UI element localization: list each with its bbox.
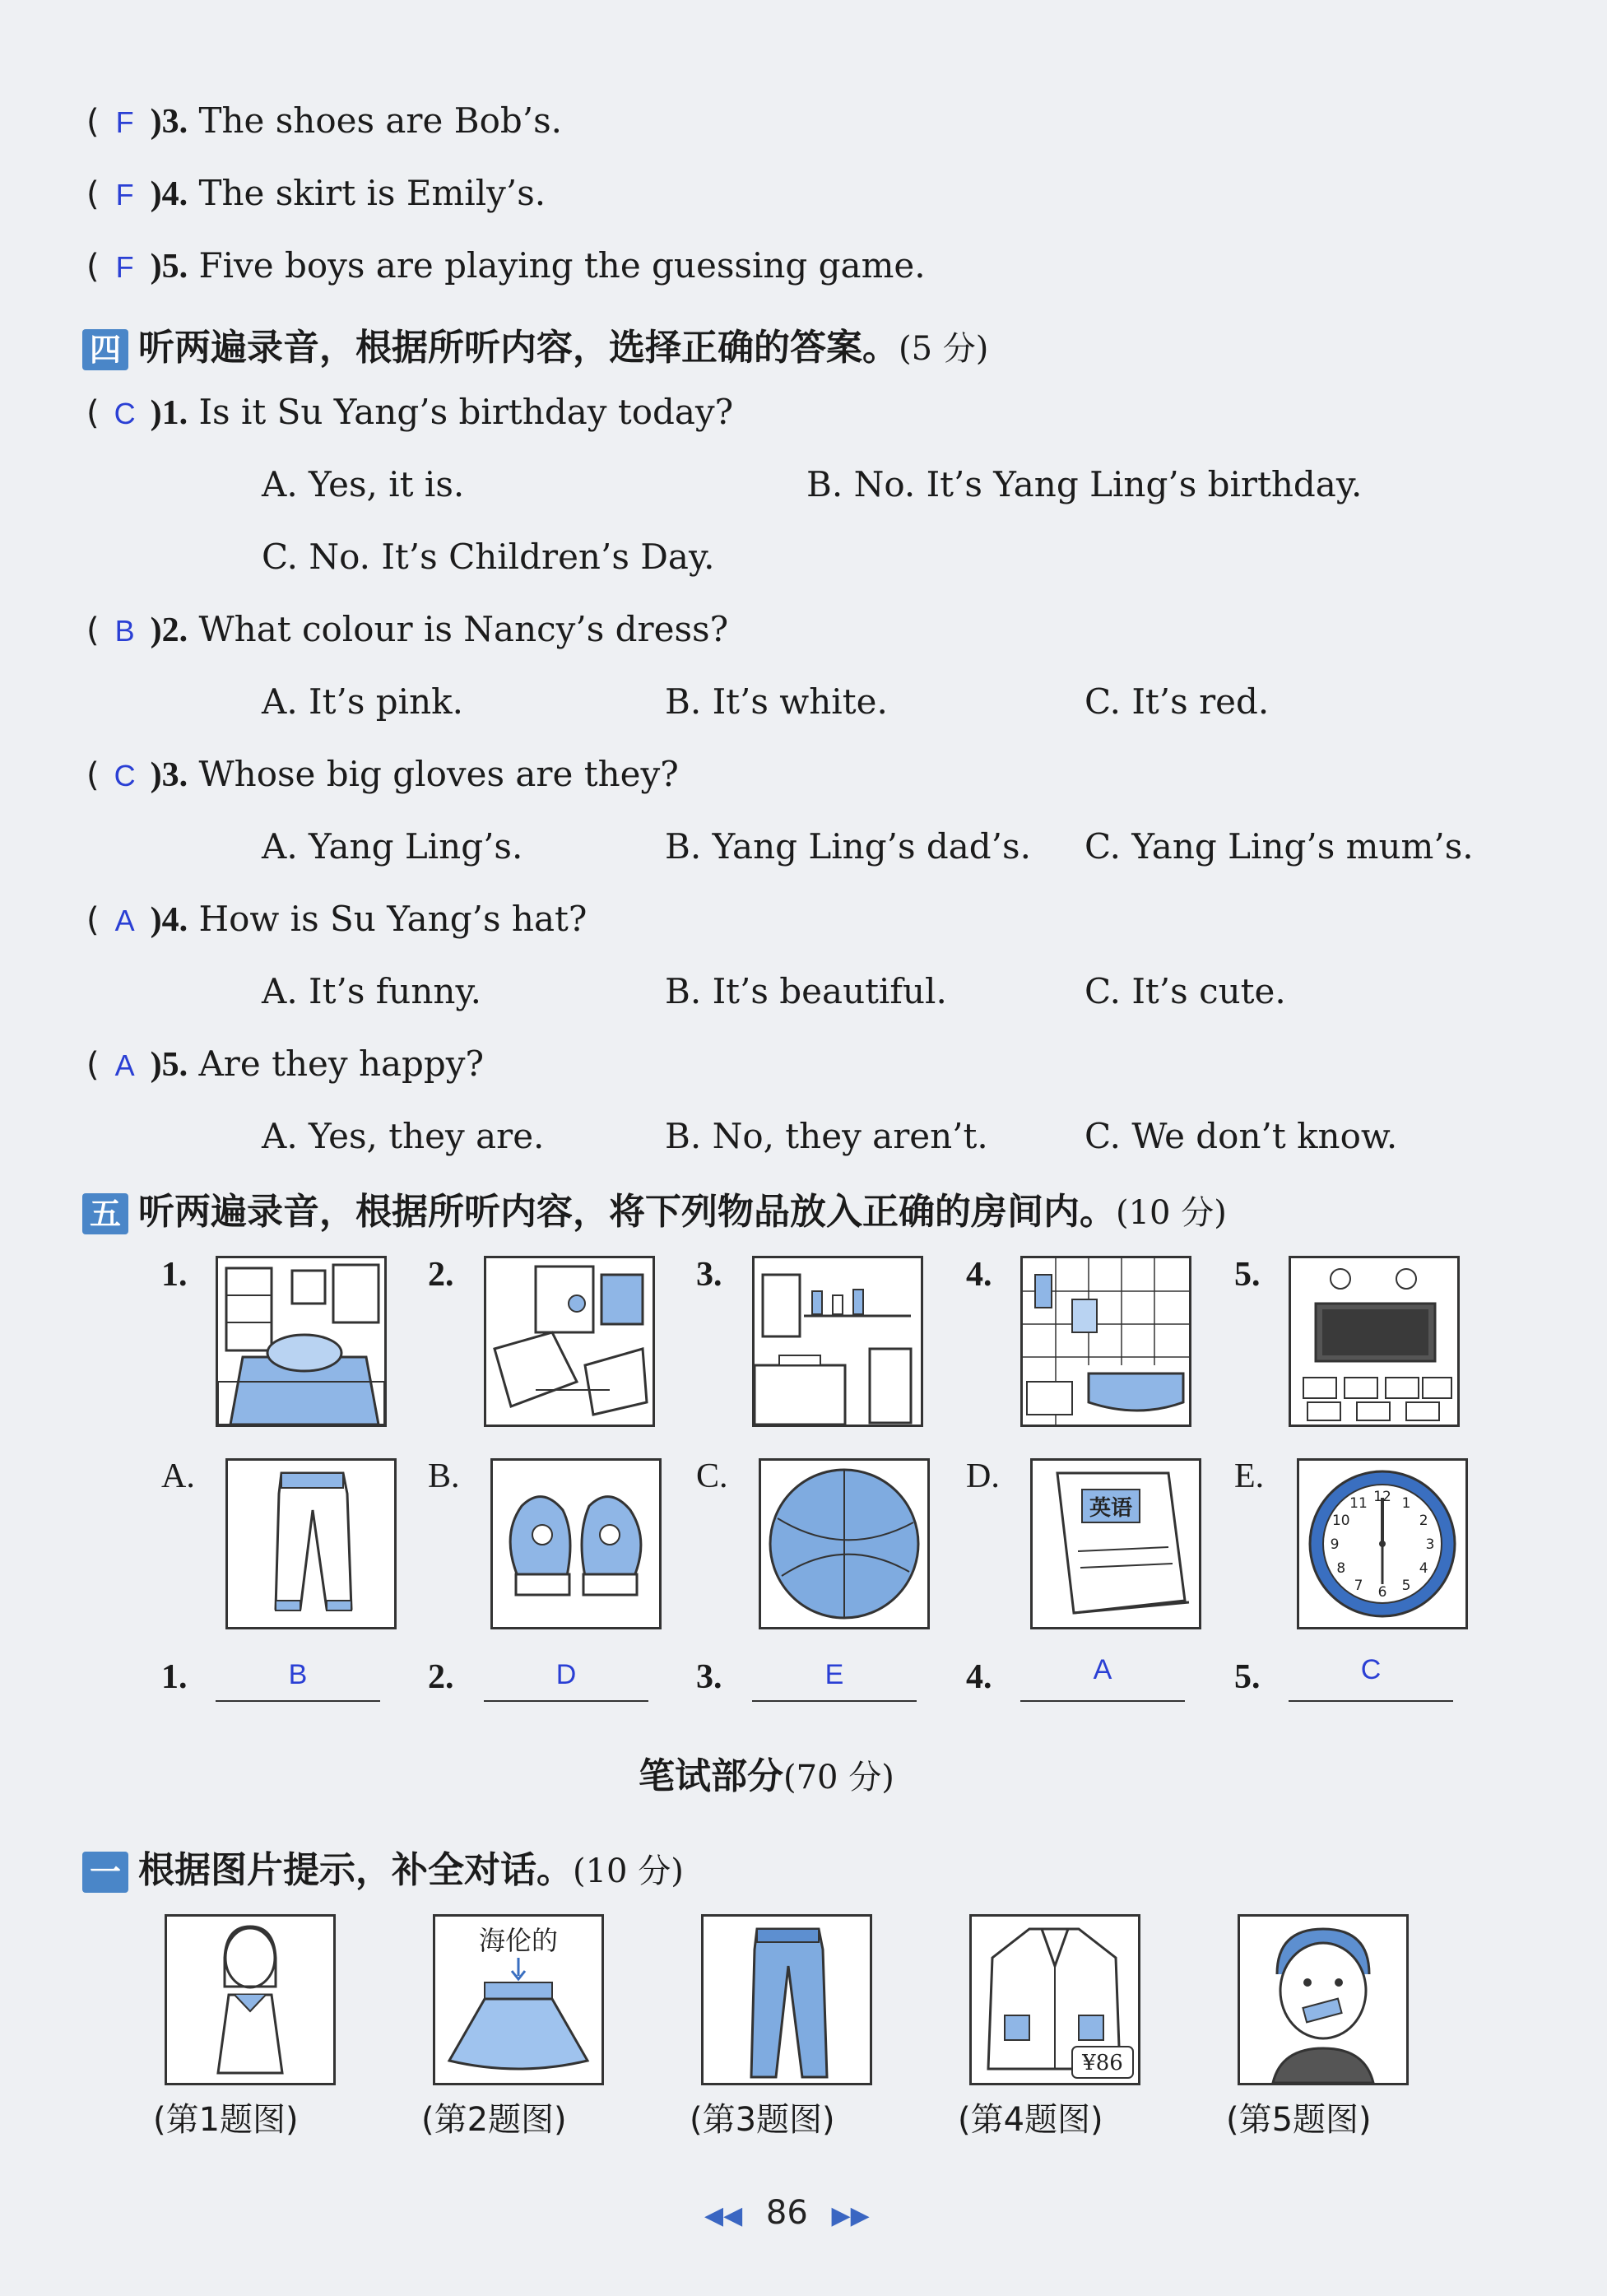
classroom-image [1289,1256,1460,1427]
prev-arrows-icon: ◀◀ [704,2201,743,2230]
clock-numeral: 6 [1377,1584,1387,1601]
option-c: C. It’s cute. [1084,971,1286,1011]
clock-numeral: 12 [1373,1489,1391,1505]
option-a: A. Yang Ling’s. [262,826,523,867]
page-footer [704,2194,870,2232]
next-arrows-icon: ▶▶ [831,2201,870,2230]
section-badge: 一 [82,1852,128,1893]
clock-numeral: 2 [1419,1513,1428,1529]
option-c: C. We don’t know. [1084,1116,1398,1156]
girl-image [165,1914,336,2085]
bathroom-image [1020,1256,1191,1427]
choice-question-3: ( C )3. Whose big gloves are they? [86,754,679,794]
book-title-text: 英语 [1089,1496,1133,1521]
bedroom-image [216,1256,387,1427]
option-b: B. It’s white. [665,681,888,722]
living-room-image [484,1256,655,1427]
answer-mark: F [115,105,134,139]
option-b: B. No. It’s Yang Ling’s birthday. [806,464,1363,504]
coat-with-price-image [969,1914,1140,2085]
choice-question-4: ( A )4. How is Su Yang’s hat? [86,899,588,939]
ball-image [759,1458,930,1629]
helens-skirt-image [433,1914,604,2085]
option-c: C. It’s red. [1084,681,1270,722]
option-a: A. Yes, they are. [262,1116,545,1156]
true-false-item-5: ( F )5. Five boys are playing the guessing game. [86,245,926,286]
option-c: C. Yang Ling’s mum’s. [1084,826,1474,867]
skirt-owner-label: 海伦的 [478,1925,559,1956]
trousers-image [225,1458,397,1629]
answer-blank-3[interactable]: E [752,1659,917,1702]
clock-numeral: 9 [1330,1536,1340,1553]
english-book-image [1030,1458,1201,1629]
page-number: 86 [765,2194,808,2232]
true-false-item-3: ( F )3. The shoes are Bob’s. [86,100,563,141]
clock-image [1297,1458,1468,1629]
clock-numeral: 10 [1331,1513,1350,1529]
clock-numeral: 5 [1401,1578,1411,1595]
choice-question-5: ( A )5. Are they happy? [86,1043,485,1084]
answer-blank-1[interactable]: B [216,1659,380,1702]
option-a: A. Yes, it is. [262,464,465,504]
caption-1: (第1题图) [153,2101,299,2139]
caption-4: (第4题图) [958,2101,1103,2139]
written-section-1-heading: 一 根据图片提示，补全对话。(10 分) [82,1840,684,1893]
clock-numeral: 11 [1349,1494,1368,1512]
option-a: A. It’s pink. [262,681,463,722]
option-b: B. It’s beautiful. [665,971,947,1011]
caption-5: (第5题图) [1226,2101,1372,2139]
section-badge: 五 [82,1193,128,1234]
option-c: C. No. It’s Children’s Day. [262,537,715,577]
section-badge: 四 [82,329,128,370]
sick-boy-image [1238,1914,1409,2085]
section-5-heading: 五 听两遍录音，根据所听内容，将下列物品放入正确的房间内。(10 分) [82,1182,1227,1234]
clock-numeral: 1 [1401,1494,1411,1512]
clock-numeral: 4 [1419,1560,1428,1577]
true-false-item-4: ( F )4. The skirt is Emily’s. [86,173,546,213]
answer-mark: F [115,178,134,211]
clock-numeral: 7 [1354,1578,1363,1595]
choice-question-2: ( B )2. What colour is Nancy’s dress? [86,609,729,649]
section-4-heading: 四 听两遍录音，根据所听内容，选择正确的答案。(5 分) [82,318,988,370]
answer-mark: F [115,250,134,284]
kitchen-image [752,1256,923,1427]
answer-blank-4[interactable]: A [1020,1654,1185,1702]
gloves-image [490,1458,662,1629]
written-part-title: 笔试部分(70 分) [639,1755,894,1797]
worksheet-page: ( F )3. The shoes are Bob’s. ( F )4. The skirt is Emily’s. ( F )5. Five boys are playing the guessing game. 四 听两遍录音，根据所听内容，选择正确的答案。(5 分) ( C )1. Is it Su Yang’s birthday today? A. Yes, it is. B. No. It’s Yang Ling’s birthday. C. No. It’s Children’s Day. ( B )2. What colour is Nancy’s dress? A. It’s pink. B. It’s white. C. It’s red. ( C )3. Whose big gloves are they? A. Yang Ling’s. B. Yang Ling’s dad’s. C. Yang Ling’s mum’s. ( A )4. How is Su Yang’s hat? A. It’s funny. B. It’s beautiful. C. It’s cute. ( A )5. Are they happy? A. Yes, they are. B. No, they aren’t. C. We don’t know. 五 听两遍录音，根据所听内容，将下列物品放入正确的房间内。(10 分) 1. 2. 3. 4. 5. A. B. C. D. 英语 E. 12 1 2 3 4 5 6 7 8 9 10 11 1. B 2. D 3. E 4. A 5. C 笔试部分(70 分) 一 根据图片提示，补全对话。(10 分) 海伦的 ¥86 (第1题图) (第2题图) (第3题图) (第4题图) (第5题图) ◀◀ 86 ▶▶ [0,0,1607,2296]
clock-numeral: 3 [1425,1536,1435,1553]
clock-numeral: 8 [1336,1560,1346,1577]
answer-blank-5[interactable]: C [1289,1654,1453,1702]
jeans-image [701,1914,872,2085]
caption-2: (第2题图) [421,2101,567,2139]
option-b: B. No, they aren’t. [665,1116,988,1156]
price-tag-text: ¥86 [1082,2051,1123,2075]
option-b: B. Yang Ling’s dad’s. [665,826,1031,867]
caption-3: (第3题图) [690,2101,835,2139]
answer-blank-2[interactable]: D [484,1659,648,1702]
option-a: A. It’s funny. [262,971,481,1011]
choice-question-1: ( C )1. Is it Su Yang’s birthday today? [86,392,734,432]
